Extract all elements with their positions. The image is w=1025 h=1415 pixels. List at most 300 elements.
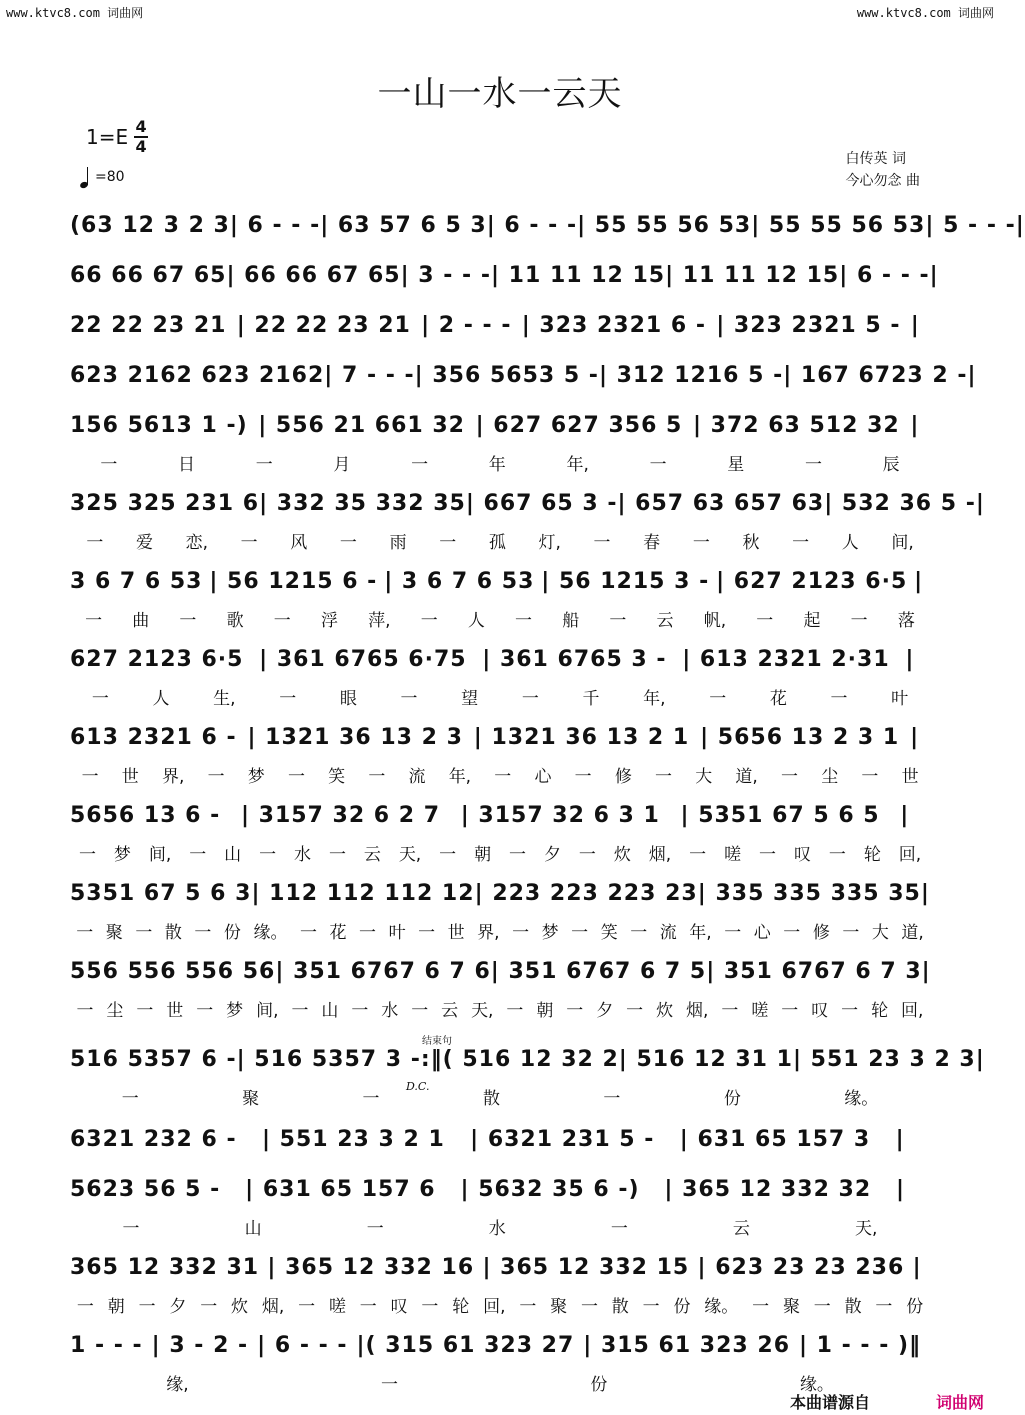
notes-line (70, 308, 930, 342)
lyric-syllable: 风 (290, 533, 308, 553)
measure: 623 2162 623 2162 (70, 362, 325, 388)
lyric-syllable: 一 (381, 1375, 399, 1395)
lyric-syllable: 一 (593, 533, 611, 553)
lyric-syllable: 一 (813, 1297, 831, 1317)
measure: | 351 6767 6 7 6 (275, 958, 491, 984)
lyric-syllable: 月 (333, 455, 351, 475)
lyric-syllable: 一 (273, 611, 291, 631)
measure: | 11 11 12 15 (490, 262, 666, 288)
lyric-syllable: 一 (609, 611, 627, 631)
lyric-syllable: 云 (656, 611, 674, 631)
lyric-syllable: 水 (381, 1001, 399, 1021)
lyric-syllable: 爱 (135, 533, 153, 553)
tempo-mark (80, 166, 125, 188)
lyric-syllable: 一 (626, 1001, 644, 1021)
measure: | (921, 958, 931, 984)
lyric-syllable: 人 (467, 611, 485, 631)
measure: | (910, 412, 920, 438)
lyric-syllable: 梦 (541, 923, 559, 943)
lyric-syllable: 一 (509, 845, 527, 865)
lyric-syllable: 一 (783, 923, 801, 943)
measure: 556 556 556 56 (70, 958, 276, 984)
lyric-syllable: 缘。 (844, 1089, 879, 1109)
lyric-syllable: 辰 (882, 455, 900, 475)
measure: | 312 1216 5 - (598, 362, 784, 388)
measure: 156 5613 1 -) (70, 412, 248, 438)
measure: | 351 6767 6 7 5 (490, 958, 707, 984)
lyric-syllable: 一 (515, 611, 533, 631)
lyric-syllable: 花 (769, 689, 787, 709)
notes-line (70, 798, 930, 832)
measure: | 5632 35 6 -) (460, 1176, 640, 1202)
lyric-syllable: 一 (298, 1297, 316, 1317)
lyric-syllable: 回, (898, 845, 922, 865)
lyric-syllable: 一 (359, 923, 377, 943)
measure: | 335 335 335 35 (697, 880, 921, 906)
measure: | 5656 13 2 3 1 (700, 724, 900, 750)
measure: | (896, 1176, 906, 1202)
notes-line (70, 1250, 930, 1284)
lyric-syllable: 散 (482, 1089, 500, 1109)
lyric-syllable: 一 (279, 689, 297, 709)
lyric-syllable: 一 (76, 1297, 94, 1317)
measure: | 627 2123 6·5 (716, 568, 908, 594)
lyric-syllable: 一 (200, 1297, 218, 1317)
footer-logo: 词曲网 (936, 1393, 985, 1412)
lyric-syllable: 嗟 (751, 1001, 769, 1021)
lyric-syllable: 起 (803, 611, 821, 631)
lyric-syllable: 一 (400, 689, 418, 709)
lyric-syllable: 嗟 (724, 845, 742, 865)
lyric-syllable: 世 (121, 767, 139, 787)
lyric-syllable: 世 (447, 923, 465, 943)
lyric-syllable: 梦 (226, 1001, 244, 1021)
lyric-syllable: 一 (76, 1001, 94, 1021)
footer-source: 本曲谱源自 (790, 1393, 871, 1412)
lyric-syllable: 嗟 (328, 1297, 346, 1317)
lyric-syllable: 云 (441, 1001, 459, 1021)
lyric-syllable: 一 (420, 611, 438, 631)
lyric-syllable: 年, (448, 767, 472, 787)
lyric-syllable: 道, (901, 923, 924, 943)
measure: | (920, 880, 930, 906)
measure: | 623 23 23 236 (697, 1254, 905, 1280)
lyric-syllable: 缘。 (253, 923, 288, 943)
lyric-syllable: 世 (901, 767, 919, 787)
notes-line (70, 1172, 930, 1206)
notes-line (70, 564, 930, 598)
measure: | 167 6723 2 - (783, 362, 968, 388)
lyric-syllable: 一 (574, 767, 592, 787)
lyric-syllable: 朝 (536, 1001, 554, 1021)
lyric-syllable: 歌 (226, 611, 244, 631)
lyric-syllable: 一 (578, 845, 596, 865)
measure: | 56 1215 6 - (209, 568, 378, 594)
lyric-syllable: 叹 (390, 1297, 408, 1317)
song-title: 一山一水一云天 (377, 74, 623, 114)
lyric-syllable: 笑 (600, 923, 618, 943)
dc-mark: D.C. (406, 1080, 430, 1093)
key-signature (86, 118, 148, 156)
lyric-syllable: 修 (812, 923, 830, 943)
lyric-syllable: 流 (659, 923, 677, 943)
lyric-syllable: 一 (240, 533, 258, 553)
measure: | (912, 1254, 922, 1280)
lyric-syllable: 道, (735, 767, 758, 787)
measure: | 551 23 3 2 1 (261, 1126, 445, 1152)
lyric-syllable: 缘。 (799, 1375, 834, 1395)
lyric-syllable: 年, (689, 923, 712, 943)
measure: | 667 65 3 - (465, 490, 618, 516)
time-signature (134, 118, 148, 156)
measure: | 3157 32 6 3 1 (460, 802, 660, 828)
lyric-syllable: 轮 (452, 1297, 470, 1317)
lyric-syllable: 一 (721, 1001, 739, 1021)
lyric-syllable: 萍, (368, 611, 391, 631)
lyric-syllable: 一 (368, 767, 386, 787)
lyric-syllable: 日 (178, 455, 196, 475)
lyric-syllable: 一 (850, 611, 868, 631)
lyric-syllable: 一 (339, 533, 357, 553)
measure: | (1015, 212, 1025, 238)
measure: | 532 36 5 - (824, 490, 976, 516)
measure: | 112 112 112 12 (251, 880, 475, 906)
measure: | 3157 32 6 2 7 (240, 802, 441, 828)
lyric-syllable: 一 (91, 689, 109, 709)
lyric-syllable: 一 (580, 1297, 598, 1317)
measure: | 6321 231 5 - (470, 1126, 655, 1152)
lyric-syllable: 一 (724, 923, 742, 943)
measure: | 516 5357 3 -: (236, 1046, 431, 1072)
lyric-syllable: 人 (152, 689, 170, 709)
time-numerator: 4 (135, 117, 147, 136)
lyric-syllable: 天, (855, 1219, 878, 1239)
lyric-syllable: 一 (610, 1219, 628, 1239)
lyric-syllable: 一 (792, 533, 810, 553)
lyric-syllable: 一 (366, 1219, 384, 1239)
lyric-syllable: 一 (207, 767, 225, 787)
lyric-syllable: 叶 (388, 923, 406, 943)
measure: | 1321 36 13 2 1 (473, 724, 690, 750)
watermark-right: www.ktvc8.com 词曲网 (856, 6, 994, 20)
lyric-syllable: 年, (643, 689, 666, 709)
lyric-syllable: 朝 (474, 845, 492, 865)
lyric-syllable: 聚 (105, 923, 123, 943)
measure: 325 325 231 6 (70, 490, 260, 516)
lyric-syllable: 帆, (703, 611, 727, 631)
measure: | (910, 312, 920, 338)
lyric-syllable: 炊 (656, 1001, 674, 1021)
notes-line (70, 208, 1025, 242)
lyric-syllable: 一 (81, 767, 99, 787)
measure: | 323 2321 5 - (716, 312, 901, 338)
lyric-syllable: 尘 (106, 1001, 124, 1021)
measure: | 6 - - - (257, 1332, 348, 1358)
lyric-syllable: 烟, (261, 1297, 285, 1317)
lyric-syllable: 一 (362, 1089, 380, 1109)
lyric-syllable: 一 (122, 1219, 140, 1239)
measure: | 22 22 23 21 (236, 312, 411, 338)
lyric-syllable: 份 (673, 1297, 691, 1317)
ending-label: 结束句 (422, 1036, 452, 1047)
measure: 5656 13 6 - (70, 802, 221, 828)
lyric-syllable: 缘, (166, 1375, 189, 1395)
measure: | (929, 262, 939, 288)
lyric-syllable: 叹 (811, 1001, 829, 1021)
lyric-syllable: 叶 (891, 689, 909, 709)
measure: | 356 5653 5 - (414, 362, 599, 388)
measure: | 631 65 157 6 (245, 1176, 436, 1202)
lyric-syllable: 春 (643, 533, 661, 553)
measure: | 5351 67 5 6 5 (680, 802, 880, 828)
measure: | (895, 1126, 905, 1152)
measure: ‖( 516 12 32 2 (430, 1046, 619, 1072)
measure: 5351 67 5 6 3 (70, 880, 252, 906)
notes-line (70, 358, 977, 392)
lyric-syllable: 缘。 (704, 1297, 739, 1317)
lyric-syllable: 一 (76, 923, 94, 943)
lyric-syllable: 炊 (613, 845, 631, 865)
lyrics-line (70, 918, 930, 943)
lyric-syllable: 轮 (863, 845, 881, 865)
lyric-syllable: 流 (408, 767, 426, 787)
lyric-syllable: 聚 (242, 1089, 260, 1109)
lyric-syllable: 一 (506, 1001, 524, 1021)
measure: | 332 35 332 35 (259, 490, 466, 516)
lyric-syllable: 一 (781, 1001, 799, 1021)
lyric-syllable: 一 (439, 533, 457, 553)
lyric-syllable: 世 (166, 1001, 184, 1021)
composer: 今心勿念 曲 (845, 173, 920, 189)
measure: | 1321 36 13 2 3 (247, 724, 463, 750)
lyric-syllable: 一 (512, 923, 530, 943)
lyric-syllable: 天, (398, 845, 422, 865)
lyrics-line (70, 1292, 930, 1317)
lyric-syllable: 界, (161, 767, 185, 787)
notes-line (70, 486, 985, 520)
measure: | 3 6 7 6 53 (384, 568, 535, 594)
lyric-syllable: 恋, (185, 533, 208, 553)
lyric-syllable: 浮 (320, 611, 338, 631)
tempo-value: =80 (95, 169, 125, 185)
measure: (63 12 3 2 3 (70, 212, 230, 238)
lyric-syllable: 夕 (543, 845, 561, 865)
measure: 3 6 7 6 53 (70, 568, 203, 594)
lyric-syllable: 一 (655, 767, 673, 787)
lyric-syllable: 一 (351, 1001, 369, 1021)
measure: 5623 56 5 - (70, 1176, 221, 1202)
lyrics-line (70, 450, 930, 475)
lyric-syllable: 份 (723, 1089, 741, 1109)
lyric-syllable: 散 (164, 923, 182, 943)
lyric-syllable: 聚 (782, 1297, 800, 1317)
lyric-syllable: 花 (329, 923, 347, 943)
lyric-syllable: 间, (891, 533, 914, 553)
lyric-syllable: 一 (411, 1001, 429, 1021)
measure: | 351 6767 6 7 3 (706, 958, 922, 984)
lyric-syllable: 烟, (686, 1001, 709, 1021)
lyric-syllable: 一 (759, 845, 776, 865)
lyric-syllable: 份 (590, 1375, 608, 1395)
lyrics-line (70, 996, 930, 1021)
lyric-syllable: 一 (709, 689, 727, 709)
lyric-syllable: 大 (695, 767, 713, 787)
lyric-syllable: 一 (756, 611, 774, 631)
measure: | 516 12 31 1 (618, 1046, 793, 1072)
lyric-syllable: 一 (603, 1089, 621, 1109)
lyric-syllable: 一 (875, 1297, 893, 1317)
notes-line (70, 642, 930, 676)
measure: | 551 23 3 2 3 (792, 1046, 976, 1072)
lyrics-line (70, 684, 930, 709)
lyric-syllable: 一 (136, 1001, 154, 1021)
time-denominator: 4 (135, 137, 147, 156)
lyric-syllable: 秋 (742, 533, 760, 553)
measure: | 361 6765 3 - (482, 646, 667, 672)
lyric-syllable: 望 (461, 689, 479, 709)
lyric-syllable: 年 (488, 455, 506, 475)
measure: | 223 223 223 23 (474, 880, 698, 906)
lyric-syllable: 生, (213, 689, 236, 709)
measure: | 361 6765 6·75 (259, 646, 467, 672)
measure: | 372 63 512 32 (692, 412, 900, 438)
lyric-syllable: 间, (256, 1001, 279, 1021)
lyric-syllable: 年, (566, 455, 589, 475)
quarter-note-icon (80, 166, 92, 188)
lyric-syllable: 山 (224, 845, 242, 865)
measure: | 627 627 356 5 (475, 412, 683, 438)
lyric-syllable: 烟, (648, 845, 672, 865)
lyric-syllable: 聚 (550, 1297, 568, 1317)
lyric-syllable: 一 (439, 845, 457, 865)
lyric-syllable: 一 (841, 1001, 859, 1021)
lyric-syllable: 笑 (328, 767, 346, 787)
lyric-syllable: 灯, (538, 533, 561, 553)
measure: | (900, 802, 910, 828)
lyric-syllable: 一 (566, 1001, 584, 1021)
lyric-syllable: 朝 (107, 1297, 125, 1317)
measure: | 365 12 332 32 (664, 1176, 872, 1202)
lyric-syllable: 一 (630, 923, 648, 943)
lyric-syllable: 尘 (821, 767, 839, 787)
lyric-syllable: 一 (692, 533, 710, 553)
lyric-syllable: 曲 (132, 611, 150, 631)
lyric-syllable: 一 (752, 1297, 770, 1317)
notes-line (70, 408, 930, 442)
lyrics-line (70, 1214, 930, 1239)
lyric-syllable: 一 (830, 689, 848, 709)
lyric-syllable: 一 (689, 845, 707, 865)
watermark-left: www.ktvc8.com 词曲网 (6, 6, 144, 20)
lyric-syllable: 一 (196, 1001, 214, 1021)
measure: 516 5357 6 - (70, 1046, 237, 1072)
lyric-syllable: 一 (359, 1297, 377, 1317)
lyric-syllable: 雨 (389, 533, 407, 553)
lyric-syllable: 一 (299, 923, 317, 943)
lyric-syllable: 千 (582, 689, 600, 709)
measure: 1 - - - (70, 1332, 143, 1358)
measure: | 11 11 12 15 (665, 262, 840, 288)
lyric-syllable: 一 (642, 1297, 660, 1317)
measure: | (914, 568, 924, 594)
lyric-syllable: 心 (534, 767, 552, 787)
lyric-syllable: 回, (483, 1297, 506, 1317)
measure: | 6 - - - (839, 262, 930, 288)
notes-line (70, 1328, 930, 1362)
lyrics-line (70, 1084, 930, 1109)
measure: | (910, 724, 920, 750)
lyric-syllable: 一 (189, 845, 207, 865)
measure: | 657 63 657 63 (617, 490, 825, 516)
measure: | 2 - - - (421, 312, 512, 338)
lyric-syllable: 散 (844, 1297, 862, 1317)
lyric-syllable: 一 (521, 689, 539, 709)
measure: | 613 2321 2·31 (682, 646, 890, 672)
measure: |( 315 61 323 27 (356, 1332, 575, 1358)
measure: 22 22 23 21 (70, 312, 227, 338)
lyric-syllable: 界, (477, 923, 500, 943)
lyric-syllable: 一 (194, 923, 212, 943)
lyric-syllable: 山 (321, 1001, 339, 1021)
notes-line (70, 720, 930, 754)
measure: | 5 - - - (925, 212, 1016, 238)
lyric-syllable: 叹 (793, 845, 811, 865)
lyric-syllable: 山 (244, 1219, 262, 1239)
lyric-syllable: 船 (562, 611, 580, 631)
lyric-syllable: 轮 (871, 1001, 889, 1021)
measure: | 323 2321 6 - (521, 312, 706, 338)
lyric-syllable: 一 (861, 767, 879, 787)
lyric-syllable: 一 (328, 845, 346, 865)
lyric-syllable: 一 (571, 923, 589, 943)
measure: 613 2321 6 - (70, 724, 237, 750)
notes-line (70, 258, 939, 292)
lyric-syllable: 夕 (596, 1001, 614, 1021)
measure: 365 12 332 31 (70, 1254, 260, 1280)
lyric-syllable: 一 (179, 611, 197, 631)
lyric-syllable: 一 (86, 533, 104, 553)
lyric-syllable: 梦 (247, 767, 265, 787)
measure: | 55 55 56 53 (577, 212, 752, 238)
lyric-syllable: 水 (488, 1219, 506, 1239)
notes-line (70, 954, 930, 988)
lyric-syllable: 一 (138, 1297, 156, 1317)
notes-line (70, 1122, 930, 1156)
notes-line (70, 1042, 985, 1076)
measure: 627 2123 6·5 (70, 646, 244, 672)
lyric-syllable: 孤 (488, 533, 506, 553)
lyric-syllable: 一 (287, 767, 305, 787)
lyric-syllable: 一 (255, 455, 273, 475)
measure: | (905, 646, 915, 672)
lyric-syllable: 天, (471, 1001, 494, 1021)
lyric-syllable: 一 (649, 455, 667, 475)
lyric-syllable: 一 (519, 1297, 537, 1317)
lyric-syllable: 一 (100, 455, 118, 475)
lyric-syllable: 一 (135, 923, 153, 943)
measure: | 7 - - - (324, 362, 415, 388)
measure: | 365 12 332 16 (267, 1254, 475, 1280)
lyric-syllable: 一 (411, 455, 429, 475)
lyric-syllable: 一 (828, 845, 846, 865)
lyric-syllable: 炊 (231, 1297, 249, 1317)
lyric-syllable: 心 (753, 923, 771, 943)
measure: | 66 66 67 65 (226, 262, 401, 288)
lyrics-line (70, 528, 930, 553)
measure: | 63 57 6 5 3 (320, 212, 487, 238)
lyric-syllable: 一 (78, 845, 96, 865)
lyric-syllable: 一 (421, 1297, 439, 1317)
